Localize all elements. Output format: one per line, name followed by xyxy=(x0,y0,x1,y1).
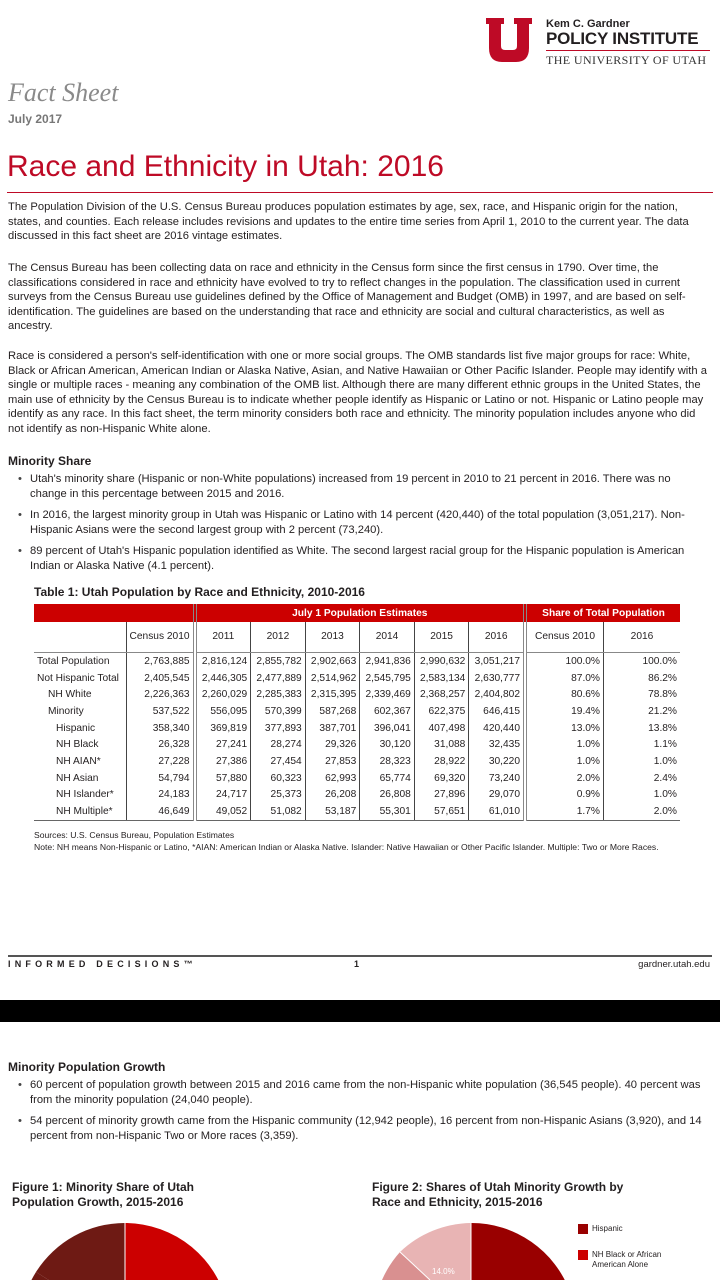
table-row: Total Population 2,763,885 2,816,124 2,855,782 2,902,663 2,941,836 2,990,632 3,051,217 100.0% 100.0% xyxy=(34,653,680,670)
footer-divider xyxy=(8,955,712,957)
list-item: • 54 percent of minority growth came from the Hispanic community (12,942 people), 16 percent from non-Hispanic Asians (3,920), and 14 percent from non-Hispanic Two or More races (3,359). xyxy=(18,1114,708,1143)
table-sources: Sources: U.S. Census Bureau, Population Estimates xyxy=(34,830,235,840)
logo-line-2: POLICY INSTITUTE xyxy=(546,29,699,48)
footer-tagline: INFORMED DECISIONS™ xyxy=(8,959,197,969)
table-note: Note: NH means Non-Hispanic or Latino, *AIAN: American Indian or Alaska Native. Islander: Native Hawaiian or Other Pacific Islander. Multiple: Two or More Races. xyxy=(34,842,659,852)
table-row: NH Islander* 24,183 24,717 25,373 26,208 26,808 27,896 29,070 0.9% 1.0% xyxy=(34,787,680,804)
page-2: Minority Population Growth • 60 percent of population growth between 2015 and 2016 came from the non-Hispanic white population (36,545 people). 40 percent was from the minority population (24,040 people). • 54 percent of minority growth came from the Hispanic community (12,942 people), 16 percent from non-Hispanic Asians (3,920), and 14 percent from non-Hispanic Two or More races (3,359). Figure 1: Minority Share of Utah Population Growth, 2015-2016 Figure 2: Shares of Utah Minority Growth by Race and Ethnicity, 2015-2016 14.0% Hispanic NH Black or African American Alone xyxy=(0,1022,720,1280)
group-share-header: Share of Total Population xyxy=(525,604,680,622)
table-row: NH Multiple* 46,649 49,052 51,082 53,187 55,301 57,651 61,010 1.7% 2.0% xyxy=(34,803,680,820)
col-header: 2016 xyxy=(469,622,525,653)
page-title: Race and Ethnicity in Utah: 2016 xyxy=(7,150,444,183)
col-header: Census 2010 xyxy=(525,622,604,653)
table-title: Table 1: Utah Population by Race and Ethnicity, 2010-2016 xyxy=(34,585,365,599)
page-number: 1 xyxy=(354,959,360,969)
logo-line-3: THE UNIVERSITY OF UTAH xyxy=(546,53,707,67)
table-row: NH White 2,226,363 2,260,029 2,285,383 2,315,395 2,339,469 2,368,257 2,404,802 80.6% 78.8% xyxy=(34,686,680,703)
fig2-slice-label: 14.0% xyxy=(432,1267,455,1276)
doc-date: July 2017 xyxy=(8,112,63,126)
col-header: 2016 xyxy=(604,622,681,653)
table-group-header xyxy=(34,604,680,622)
growth-list xyxy=(18,1078,708,1150)
list-item: • 89 percent of Utah's Hispanic population identified as White. The second largest racial group for the Hispanic population is American Indian or Alaska Native (4.1 percent). xyxy=(18,544,708,573)
legend-swatch xyxy=(578,1250,588,1260)
minority-share-heading: Minority Share xyxy=(8,454,92,468)
col-header: Census 2010 xyxy=(126,622,195,653)
list-item: • 60 percent of population growth between 2015 and 2016 came from the non-Hispanic white population (36,545 people). 40 percent was from the minority population (24,040 people). xyxy=(18,1078,708,1107)
col-header: 2013 xyxy=(305,622,360,653)
table-row: Minority 537,522 556,095 570,399 587,268 602,367 622,375 646,415 19.4% 21.2% xyxy=(34,703,680,720)
group-estimates-header: July 1 Population Estimates xyxy=(195,604,525,622)
col-header: 2014 xyxy=(360,622,415,653)
footer-website: gardner.utah.edu xyxy=(638,959,710,970)
table-row: NH Asian 54,794 57,880 60,323 62,993 65,774 69,320 73,240 2.0% 2.4% xyxy=(34,770,680,787)
gardner-institute-logo xyxy=(486,18,712,70)
intro-paragraph-3: Race is considered a person's self-identification with one or more social groups. The OMB standards list five major groups for race: White, Black or African American, American Indian or Alaska Native, Asian, and Native Hawaiian or Other Pacific Islander. People may identify with a single or multiple races - meaning any combination of the OMB list. Although there are many different ethnic groups in the United States, the main use of ethnicity by the Census Bureau is to indicate whether people identify as Hispanic or Latino or not. Hispanic or Latino people may identify as any race. In this fact sheet, the term minority considers both race and ethnicity. The minority population includes anyone who did not identify as non-Hispanic White alone. xyxy=(8,350,707,435)
table-row: Hispanic 358,340 369,819 377,893 387,701 396,041 407,498 420,440 13.0% 13.8% xyxy=(34,720,680,737)
logo-divider xyxy=(546,50,710,51)
figure-2-pie-chart xyxy=(360,1222,578,1280)
figure-1-title: Figure 1: Minority Share of Utah Population Growth, 2015-2016 xyxy=(12,1180,195,1209)
intro-paragraph-1: The Population Division of the U.S. Census Bureau produces population estimates by age, sex, race, and Hispanic origin for the nation, states, and counties. Each release includes revisions and updates to the entire time series from April 1, 2010 to the current year. The data discussed in this fact sheet are 2016 vintage estimates. xyxy=(8,201,689,243)
col-header: 2012 xyxy=(251,622,306,653)
logo-line-1: Kem C. Gardner xyxy=(546,18,630,30)
page-separator xyxy=(0,1000,720,1022)
col-header: 2015 xyxy=(414,622,469,653)
doc-type: Fact Sheet xyxy=(8,78,119,107)
table-row: NH AIAN* 27,228 27,386 27,454 27,853 28,323 28,922 30,220 1.0% 1.0% xyxy=(34,753,680,770)
table-row: NH Black 26,328 27,241 28,274 29,326 30,120 31,088 32,435 1.0% 1.1% xyxy=(34,736,680,753)
university-u-logo-icon xyxy=(486,18,532,62)
legend-swatch xyxy=(578,1224,588,1234)
list-item: • Utah's minority share (Hispanic or non-White populations) increased from 19 percent in 2010 to 21 percent in 2016. There was no change in this percentage between 2015 and 2016. xyxy=(18,472,708,501)
figure-2-title: Figure 2: Shares of Utah Minority Growth by Race and Ethnicity, 2015-2016 xyxy=(372,1180,624,1209)
population-table xyxy=(34,604,680,821)
minority-share-list xyxy=(18,472,708,581)
table-column-header xyxy=(34,622,680,653)
figure-1-pie-chart xyxy=(0,1222,360,1280)
intro-paragraph-2: The Census Bureau has been collecting data on race and ethnicity in the Census form since the first census in 1790. Over time, the classifications considered in race and ethnicity have evolved to try to reflect changes in the population. The classification used in current surveys from the Census Bureau use guidelines defined by the Office of Management and Budget (OMB) in 1997, and are based on self-identification. The guidelines are based on the understanding that race and ethnicity are social and cultural characteristics, as well as ancestry. xyxy=(8,262,686,333)
growth-heading: Minority Population Growth xyxy=(8,1060,166,1074)
col-header: 2011 xyxy=(195,622,251,653)
title-divider xyxy=(7,192,713,193)
table-row: Not Hispanic Total 2,405,545 2,446,305 2,477,889 2,514,962 2,545,795 2,583,134 2,630,777 87.0% 86.2% xyxy=(34,670,680,687)
list-item: • In 2016, the largest minority group in Utah was Hispanic or Latino with 14 percent (420,440) of the total population (3,051,217). Non-Hispanic Asians were the second largest group with 2 percent (73,240). xyxy=(18,508,708,537)
